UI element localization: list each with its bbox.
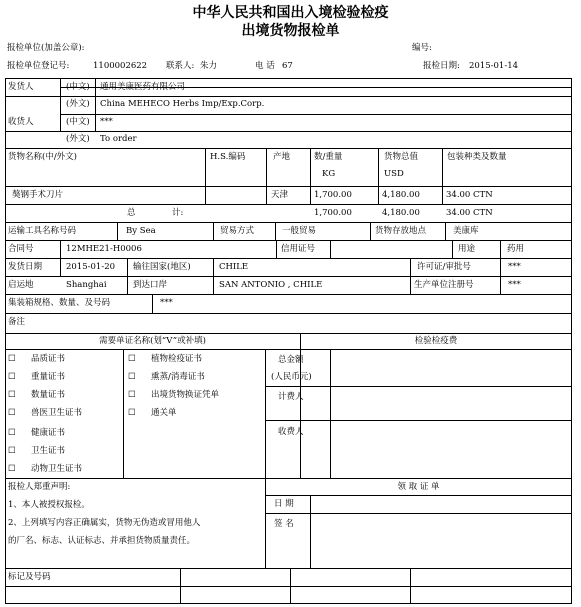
rule [265,349,266,478]
declaration-title: 报检人郑重声明: [8,482,71,492]
consignee-en-value: To order [100,134,137,144]
rule [5,240,572,241]
rule [265,495,572,496]
rule [5,258,572,259]
total-label: 总 [127,208,136,218]
use-label: 用途 [458,244,476,254]
reg-value: 1100002622 [93,61,148,71]
container-value: *** [160,298,173,308]
form-subtitle: 出境货物报检单 [241,23,340,39]
rule [276,240,277,258]
pickup-sign-label: 签 名 [274,519,294,529]
rule [5,294,572,295]
rule [5,568,572,569]
consignor-en-value: China MEHECO Herbs Imp/Exp.Corp. [100,99,265,109]
total-value: 4,180.00 [382,208,420,218]
col1-label: 兽医卫生证书 [31,408,83,418]
place-value: 美康库 [453,226,479,236]
date-value: 2015-01-14 [469,61,519,71]
rule [275,222,276,240]
total-amount-label: 总金额 [278,355,304,365]
rule [95,78,96,131]
rule [410,568,411,604]
item-value: 4,180.00 [382,190,420,200]
checkbox[interactable]: ☐ [128,354,136,364]
rule [117,222,118,240]
rule [500,240,501,258]
checkbox[interactable]: ☐ [8,446,16,456]
consignee-cn-label: (中文) [66,117,90,127]
total-label-suffix: 计: [172,208,184,218]
consignor-cn-value: 通用美康医药有限公司 [100,82,186,92]
rule [5,478,572,479]
producer-label: 生产单位注册号 [414,280,474,290]
item-qty: 1,700.00 [314,190,352,200]
checkbox[interactable]: ☐ [128,408,136,418]
col2-label: 出境货物换证凭单 [151,390,220,400]
rule [310,148,311,204]
rule [5,333,572,334]
item-pack: 34.00 CTN [446,190,493,200]
rule [5,204,572,205]
use-value: 药用 [507,244,525,254]
container-label: 集装箱规格、数量、及号码 [8,298,111,308]
contract-label: 合同号 [8,244,34,254]
lc-label: 信用证号 [281,244,316,254]
pack-label: 包装种类及数量 [447,152,507,162]
phone-label: 电 话 [255,61,275,71]
checkbox[interactable]: ☐ [8,464,16,474]
place-label: 货物存放地点 [375,226,427,236]
rule [5,313,572,314]
rule [5,148,572,149]
rule [127,258,128,294]
fee-person-label: 计费人 [278,392,304,402]
rule [445,222,446,240]
ship-date-value: 2015-01-20 [66,262,116,272]
col1-label: 数量证书 [31,390,66,400]
rule [310,495,311,568]
rule [370,222,371,240]
arrive-label: 到达口岸 [133,280,168,290]
rule [205,148,206,204]
rule [180,568,181,604]
rule [500,258,501,294]
producer-value: *** [508,280,521,290]
col2-label: 植物检疫证书 [151,354,203,364]
dest-country-label: 输往国家(地区) [133,262,191,272]
phone-value: 67 [282,61,293,71]
reg-label: 报检单位登记号: [7,61,70,71]
rule [60,240,61,276]
col1-label: 动物卫生证书 [31,464,83,474]
checkbox[interactable]: ☐ [128,390,136,400]
rule [442,148,443,204]
rule [5,586,572,587]
rule [213,222,214,240]
value-unit: USD [384,169,404,179]
consignor-cn-label: (中文) [66,82,90,92]
declaration-line3: 的厂名、标志、认证标志、并承担货物质量责任。 [8,536,196,546]
rule [123,349,124,478]
license-value: *** [508,262,521,272]
currency-label: (人民币元) [271,372,312,382]
remarks-label: 备注 [8,317,26,327]
certs-header: 需要单证名称(划“V”或补填) [99,336,206,346]
checkbox[interactable]: ☐ [8,354,16,364]
qty-unit: KG [322,169,336,179]
col2-label: 通关单 [151,408,177,418]
consignee-label: 收货人 [8,117,34,127]
rule [5,222,572,223]
hs-label: H.S.编码 [210,152,246,162]
col1-label: 卫生证书 [31,446,66,456]
port-label: 启运地 [8,280,34,290]
rule [5,96,572,97]
tool-value: By Sea [126,226,156,236]
checkbox[interactable]: ☐ [8,408,16,418]
consignor-en-label: (外文) [66,99,90,109]
trade-value: 一般贸易 [282,226,317,236]
marks-label: 标记及号码 [8,572,51,582]
consignor-label: 发货人 [8,82,34,92]
checkbox[interactable]: ☐ [8,428,16,438]
col1-label: 重量证书 [31,372,66,382]
qty-label: 数/重量 [314,152,343,162]
rule [5,349,572,350]
col1-label: 健康证书 [31,428,66,438]
date-label: 报检日期: [423,61,460,71]
checkbox[interactable]: ☐ [8,372,16,382]
serial-label: 编号: [412,43,432,53]
pickup-label: 领 取 证 单 [397,482,440,492]
total-qty: 1,700.00 [314,208,352,218]
tool-label: 运输工具名称号码 [8,226,77,236]
rule [290,568,291,604]
checkbox[interactable]: ☐ [128,372,136,382]
ship-date-label: 发货日期 [8,262,43,272]
rule [5,186,572,187]
declaration-line2: 2、上列填写内容正确属实，货物无伪造或冒用他人 [8,518,201,528]
rule [265,478,266,568]
unit-label: 报检单位(加盖公章): [7,43,85,53]
dest-country-value: CHILE [219,262,249,272]
rule [378,148,379,204]
rule [265,513,572,514]
item-name: 獒钢手术刀片 [12,190,64,200]
checkbox[interactable]: ☐ [8,390,16,400]
contact-value: 朱力 [200,61,218,71]
col2-label: 熏蒸/消毒证书 [151,372,205,382]
rule [330,349,331,478]
port-value: Shanghai [66,280,107,290]
goods-name-label: 货物名称(中/外文) [8,152,77,162]
rule [266,148,267,204]
rule [330,240,331,258]
value-label: 货物总值 [384,152,419,162]
declaration-line1: 1、本人被授权报检。 [8,500,90,510]
rule [60,114,572,115]
pickup-date-label: 日 期 [274,499,294,509]
license-label: 许可证/审批号 [417,262,471,272]
rule [452,240,453,258]
fee-header: 检验检疫费 [414,336,458,346]
rule [410,258,411,294]
rule [265,420,572,421]
total-pack: 34.00 CTN [446,208,493,218]
form-title: 中华人民共和国出入境检验检疫 [192,5,389,21]
rule [60,78,61,131]
rule [265,386,572,387]
contact-label: 联系人: [166,61,195,71]
trade-label: 贸易方式 [220,226,255,236]
consignee-en-label: (外文) [66,134,90,144]
rule [152,294,153,313]
consignee-cn-value: *** [100,117,113,127]
contract-value: 12MHE21-H0006 [66,244,142,254]
collector-label: 收费人 [278,427,304,437]
arrive-value: SAN ANTONIO , CHILE [219,280,323,290]
rule [213,258,214,294]
item-origin: 天津 [271,190,289,200]
origin-label: 产地 [273,152,291,162]
rule [5,276,572,277]
col1-label: 品质证书 [31,354,66,364]
rule [5,131,572,132]
